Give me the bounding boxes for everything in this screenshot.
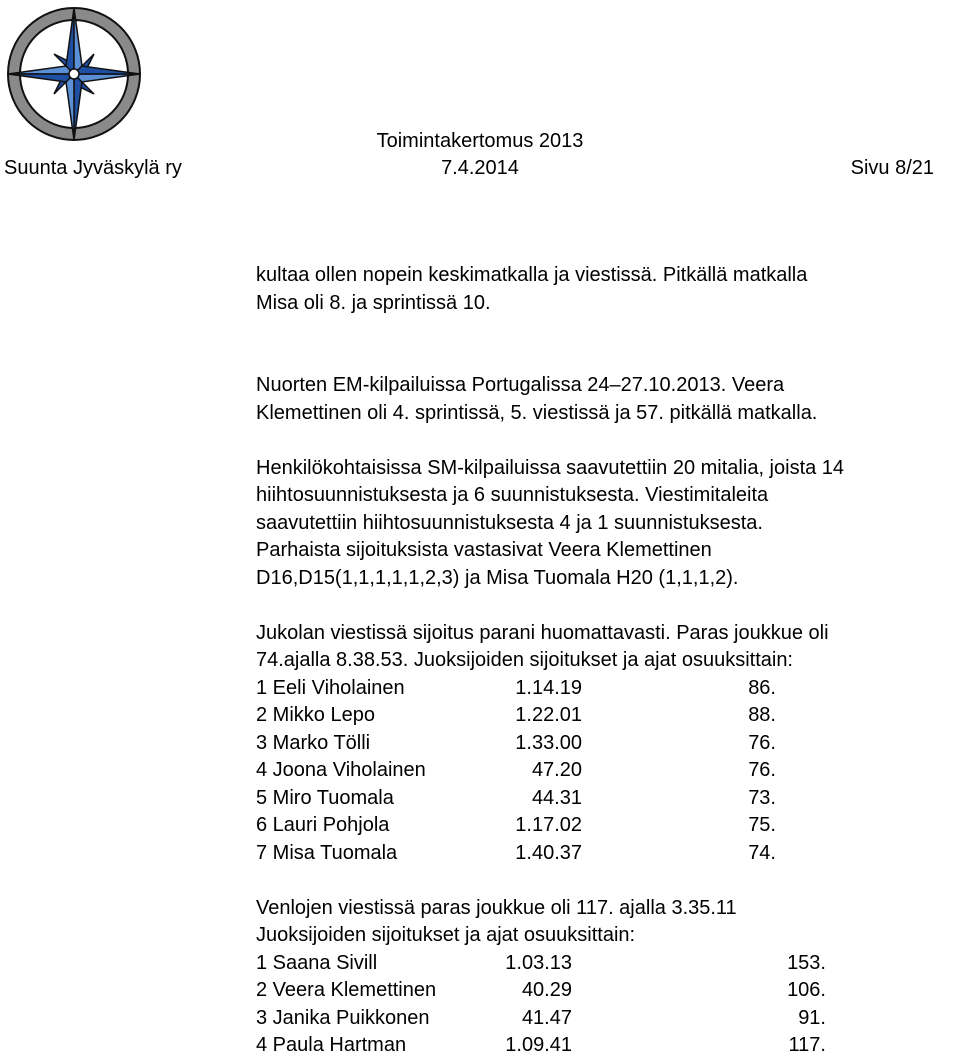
leg-time: 1.14.19 bbox=[515, 676, 582, 699]
page-number: Sivu 8/21 bbox=[850, 157, 934, 179]
result-row bbox=[256, 757, 956, 785]
runner-name: 3 Marko Tölli bbox=[256, 731, 371, 754]
leg-time: 41.47 bbox=[521, 1006, 572, 1029]
compass-rose-icon bbox=[4, 6, 144, 142]
leg-place: 86. bbox=[748, 676, 776, 699]
result-row bbox=[256, 785, 956, 813]
leg-time: 1.22.01 bbox=[515, 704, 582, 726]
leg-place: 76. bbox=[748, 731, 776, 754]
leg-place: 117. bbox=[788, 1034, 826, 1056]
document-title: Toimintakertomus 2013 bbox=[376, 130, 584, 152]
runner-name: 2 Veera Klemettinen bbox=[256, 979, 437, 1001]
leg-place: 106. bbox=[787, 979, 826, 1001]
venla-results-table bbox=[256, 950, 956, 1060]
leg-time: 1.40.37 bbox=[515, 841, 582, 864]
result-row bbox=[256, 1005, 956, 1033]
runner-name: 5 Miro Tuomala bbox=[256, 786, 394, 809]
leg-place: 153. bbox=[787, 951, 826, 974]
result-row bbox=[256, 950, 956, 978]
leg-time: 1.17.02 bbox=[515, 814, 582, 836]
paragraph-line: saavutettiin hiihtosuunnistuksesta 4 ja 1 suunnistuksesta. bbox=[256, 511, 763, 534]
paragraph-line: hiihtosuunnistuksesta ja 6 suunnistuksesta. Viestimitaleita bbox=[256, 484, 769, 506]
paragraph-line: Misa oli 8. ja sprintissä 10. bbox=[256, 291, 491, 314]
paragraph-line: Jukolan viestissä sijoitus parani huomattavasti. Paras joukkue oli bbox=[256, 621, 829, 644]
runner-name: 6 Lauri Pohjola bbox=[256, 814, 390, 836]
result-row bbox=[256, 840, 956, 868]
leg-place: 91. bbox=[798, 1006, 826, 1029]
paragraph-line: Henkilökohtaisissa SM-kilpailuissa saavutettiin 20 mitalia, joista 14 bbox=[256, 456, 845, 479]
leg-place: 88. bbox=[748, 704, 776, 726]
leg-time: 44.31 bbox=[531, 786, 582, 809]
paragraph-line: Nuorten EM-kilpailuissa Portugalissa 24–27.10.2013. Veera bbox=[256, 374, 785, 396]
paragraph-line: Klemettinen oli 4. sprintissä, 5. viestissä ja 57. pitkällä matkalla. bbox=[256, 401, 818, 424]
result-row bbox=[256, 730, 956, 758]
leg-time: 1.09.41 bbox=[505, 1034, 572, 1056]
result-row bbox=[256, 675, 956, 703]
paragraph-line: D16,D15(1,1,1,1,1,2,3) ja Misa Tuomala H20 (1,1,1,2). bbox=[256, 566, 739, 589]
runner-name: 4 Paula Hartman bbox=[256, 1034, 407, 1056]
document-date: 7.4.2014 bbox=[441, 157, 519, 179]
jukola-results-table bbox=[256, 675, 956, 868]
leg-place: 74. bbox=[748, 841, 776, 864]
leg-time: 40.29 bbox=[521, 979, 572, 1001]
report-body bbox=[256, 262, 956, 1060]
runner-name: 1 Eeli Viholainen bbox=[256, 676, 405, 699]
runner-name: 2 Mikko Lepo bbox=[256, 704, 375, 726]
runner-name: 1 Saana Sivill bbox=[256, 951, 378, 974]
result-row bbox=[256, 977, 956, 1005]
runner-name: 3 Janika Puikkonen bbox=[256, 1006, 430, 1029]
paragraph-line: 74.ajalla 8.38.53. Juoksijoiden sijoitukset ja ajat osuuksittain: bbox=[256, 649, 793, 671]
result-row bbox=[256, 812, 956, 840]
runner-name: 7 Misa Tuomala bbox=[256, 841, 398, 864]
result-row bbox=[256, 702, 956, 730]
leg-place: 73. bbox=[748, 786, 776, 809]
paragraph-line: kultaa ollen nopein keskimatkalla ja viestissä. Pitkällä matkalla bbox=[256, 264, 808, 286]
organization-name: Suunta Jyväskylä ry bbox=[4, 157, 182, 179]
paragraph-line: Juoksijoiden sijoitukset ja ajat osuuksittain: bbox=[256, 924, 636, 946]
paragraph-line: Venlojen viestissä paras joukkue oli 117. ajalla 3.35.11 bbox=[256, 896, 737, 919]
leg-time: 1.03.13 bbox=[505, 951, 572, 974]
runner-name: 4 Joona Viholainen bbox=[256, 759, 426, 781]
leg-place: 76. bbox=[748, 759, 776, 781]
result-row bbox=[256, 1032, 956, 1060]
leg-time: 1.33.00 bbox=[515, 731, 582, 754]
leg-place: 75. bbox=[748, 814, 776, 836]
paragraph-line: Parhaista sijoituksista vastasivat Veera Klemettinen bbox=[256, 539, 712, 561]
leg-time: 47.20 bbox=[531, 759, 582, 781]
